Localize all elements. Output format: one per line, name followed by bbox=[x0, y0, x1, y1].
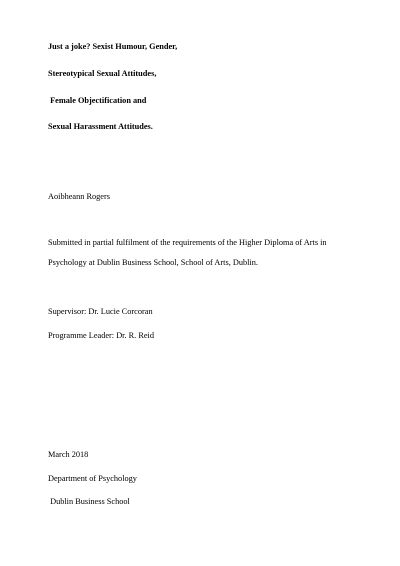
submission-line-2: Psychology at Dublin Business School, School of Arts, Dublin. bbox=[48, 258, 258, 267]
title-line-3: Female Objectification and bbox=[48, 96, 147, 105]
department: Department of Psychology bbox=[48, 474, 137, 483]
author-name: Aoibheann Rogers bbox=[48, 192, 110, 201]
supervisor: Supervisor: Dr. Lucie Corcoran bbox=[48, 307, 153, 316]
title-line-4: Sexual Harassment Attitudes. bbox=[48, 122, 153, 131]
school: Dublin Business School bbox=[48, 497, 130, 506]
title-line-2: Stereotypical Sexual Attitudes, bbox=[48, 69, 157, 78]
title-line-1: Just a joke? Sexist Humour, Gender, bbox=[48, 42, 178, 51]
submission-date: March 2018 bbox=[48, 450, 89, 459]
submission-line-1: Submitted in partial fulfilment of the requirements of the Higher Diploma of Arts in bbox=[48, 238, 327, 247]
programme-leader: Programme Leader: Dr. R. Reid bbox=[48, 331, 154, 340]
